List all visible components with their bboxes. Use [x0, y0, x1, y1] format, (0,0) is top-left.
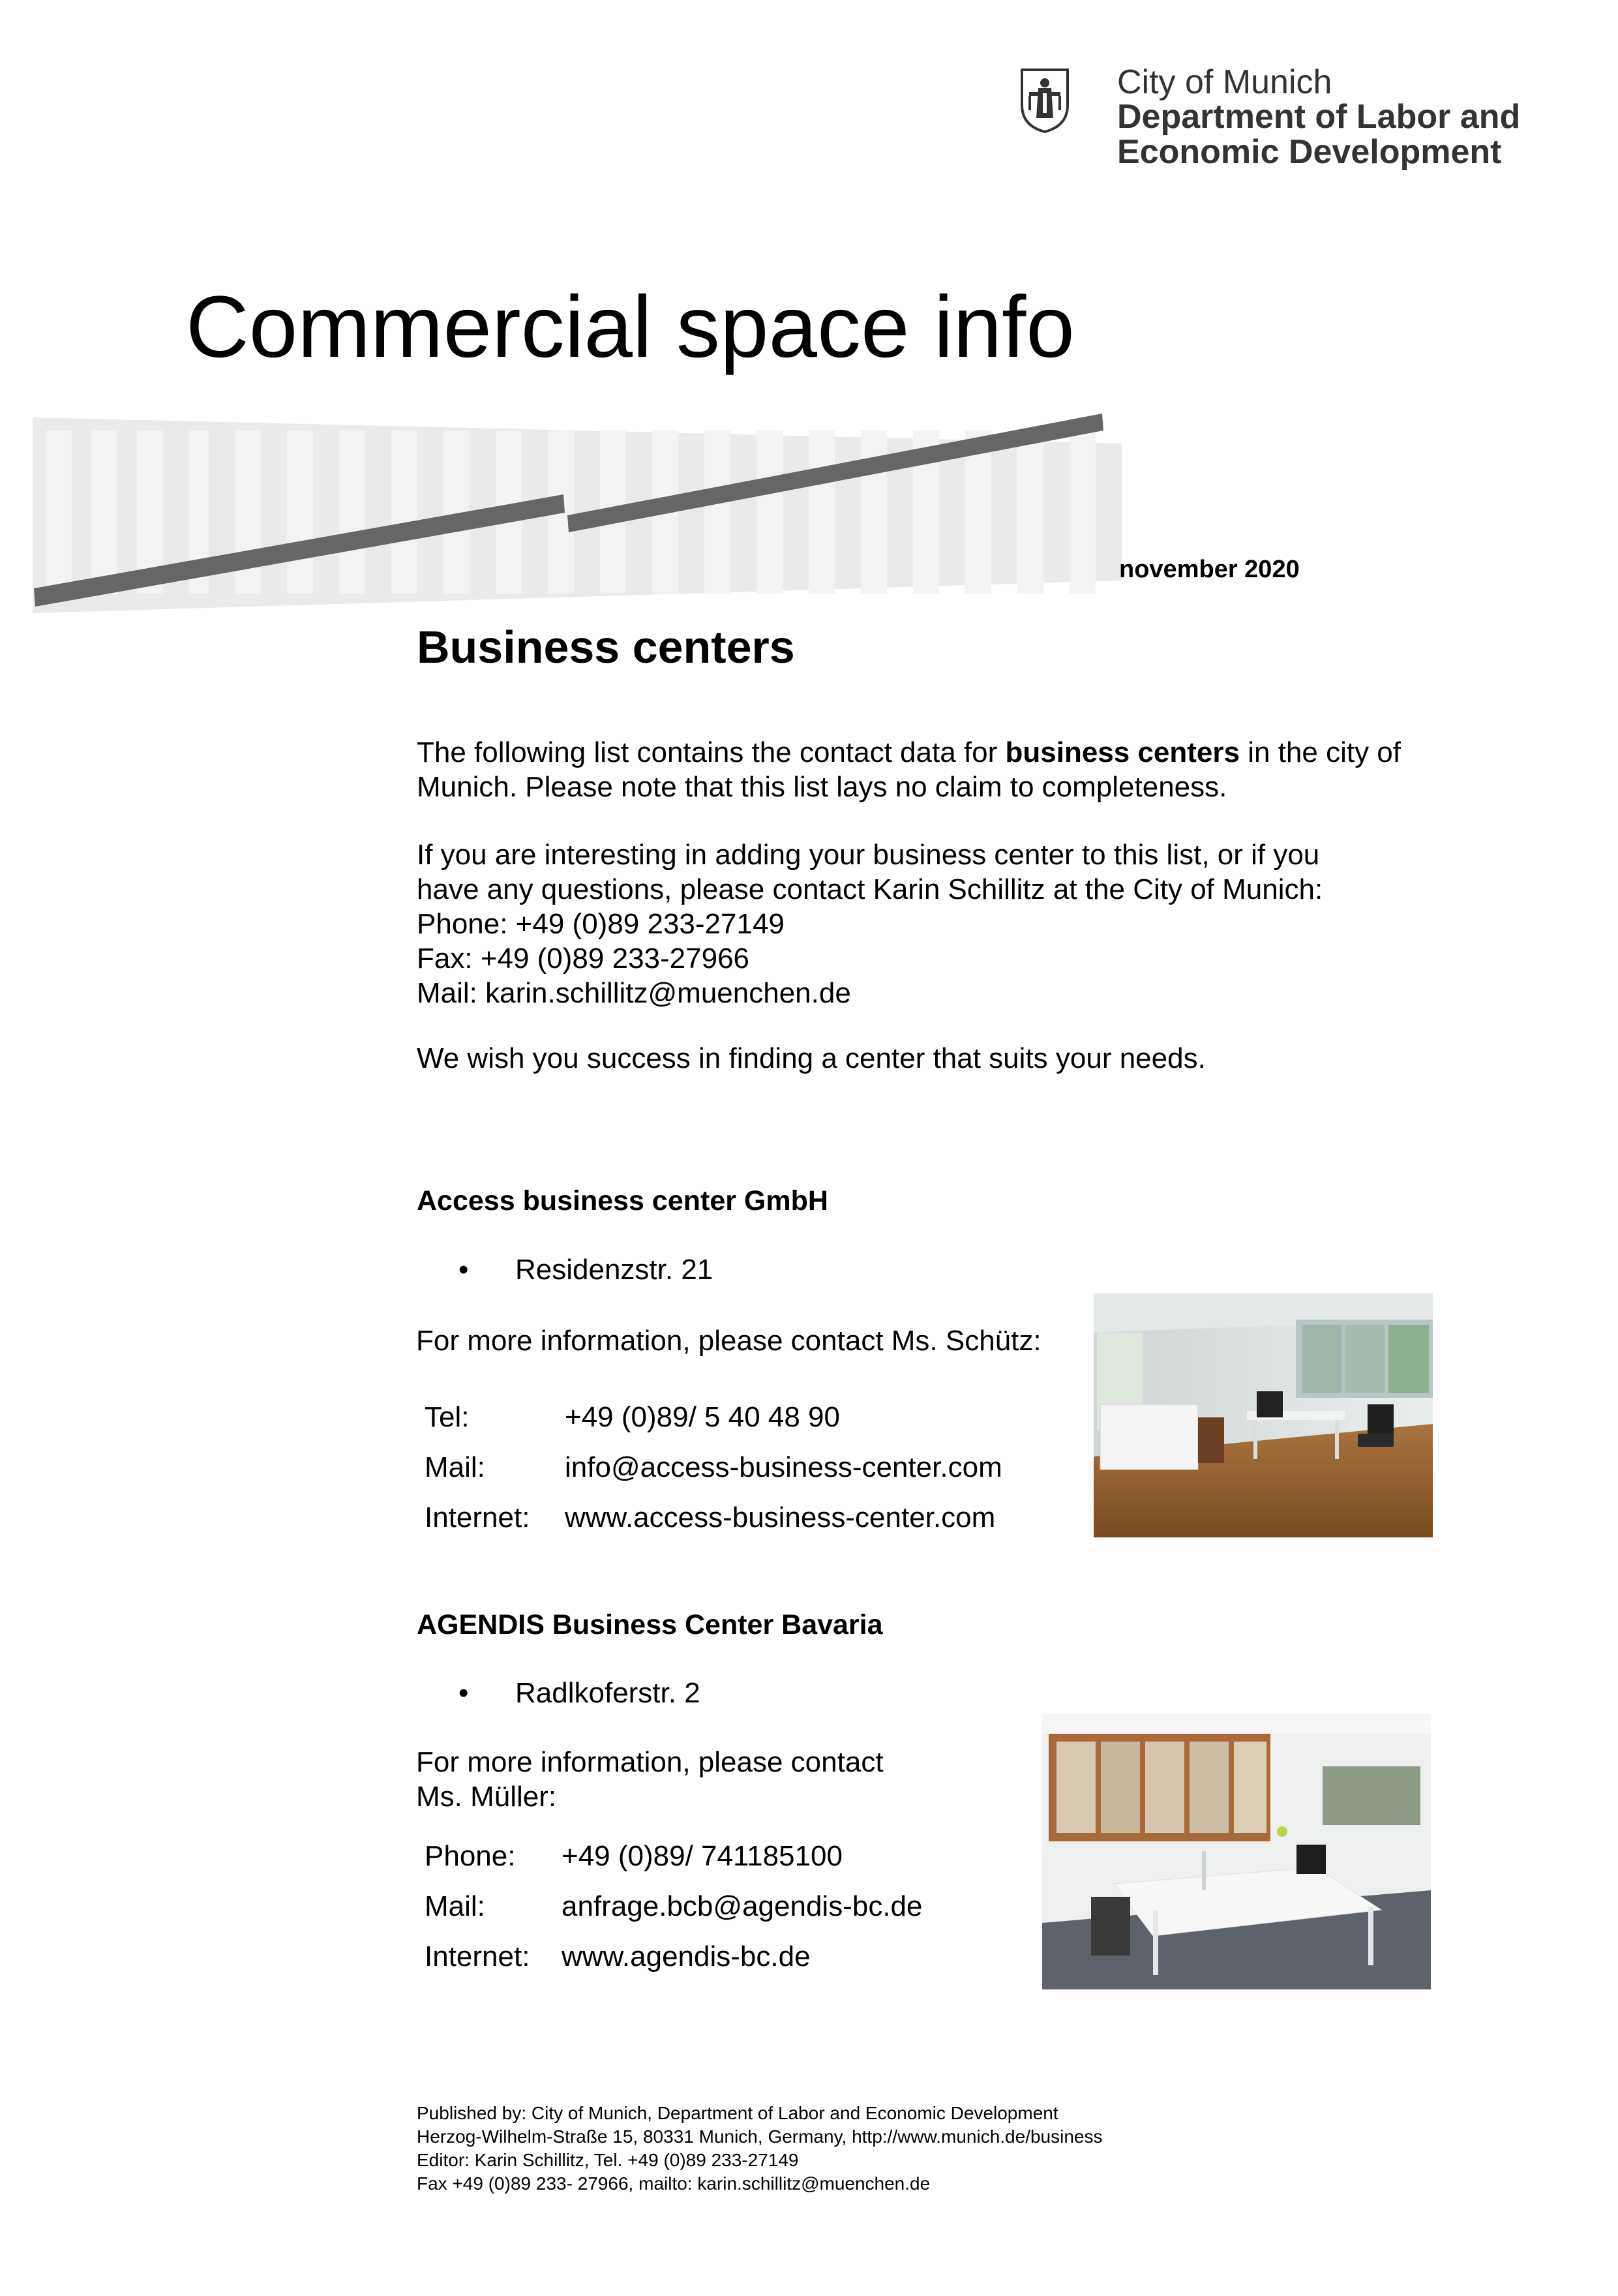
row-label: Internet:: [425, 1941, 530, 1972]
center-row-mail: [425, 1451, 1077, 1487]
center-row-phone: [425, 1840, 1077, 1876]
row-label: Phone:: [425, 1840, 516, 1872]
center-row-internet: [425, 1941, 1077, 1976]
contact-para-line1: If you are interesting in adding your business center to this list, or if you: [417, 839, 1320, 871]
footer-line3: Editor: Karin Schillitz, Tel. +49 (0)89 233-27149: [417, 2150, 799, 2170]
office-photo: [1094, 1293, 1433, 1537]
contact-fax: Fax: +49 (0)89 233-27966: [417, 943, 750, 974]
intro-paragraph: [417, 735, 1428, 804]
row-label: Internet:: [425, 1502, 530, 1533]
row-label: Mail:: [425, 1451, 485, 1483]
munich-crest-logo: [1019, 67, 1070, 134]
center-row-mail: [425, 1890, 1077, 1926]
center-name: Access business center GmbH: [417, 1185, 828, 1216]
footer-line2: Herzog-Wilhelm-Straße 15, 80331 Munich, Germany, http://www.munich.de/business: [417, 2126, 1103, 2147]
publication-date: november 2020: [1119, 556, 1300, 583]
row-value-email-link[interactable]: anfrage.bcb@agendis-bc.de: [562, 1890, 923, 1922]
footer-line4: Fax +49 (0)89 233- 27966, mailto: karin.schillitz@muenchen.de: [417, 2173, 931, 2194]
org-city: City of Munich: [1117, 63, 1332, 101]
publisher-footer: [417, 2102, 1102, 2196]
center-address: Radlkoferstr. 2: [515, 1677, 700, 1709]
org-dept-line1: Department of Labor and: [1117, 98, 1521, 136]
center-name: AGENDIS Business Center Bavaria: [417, 1609, 883, 1640]
contact-para-line2: have any questions, please contact Karin Schillitz at the City of Munich:: [417, 873, 1323, 905]
decorative-swoosh-graphic: [26, 404, 1128, 620]
bullet-icon: •: [458, 1677, 469, 1709]
contact-mail[interactable]: Mail: karin.schillitz@muenchen.de: [417, 977, 851, 1009]
center-row-tel: [425, 1401, 1077, 1437]
office-photo: [1042, 1714, 1431, 1989]
row-label: Tel:: [425, 1401, 470, 1433]
intro-text-bold: business centers: [1005, 736, 1240, 768]
closing-sentence: We wish you success in finding a center that suits your needs.: [417, 1042, 1206, 1074]
row-value: +49 (0)89/ 5 40 48 90: [565, 1401, 840, 1433]
row-value-website-link[interactable]: www.access-business-center.com: [565, 1502, 996, 1533]
row-value-email-link[interactable]: info@access-business-center.com: [565, 1451, 1002, 1483]
footer-line1: Published by: City of Munich, Department of Labor and Economic Development: [417, 2103, 1058, 2123]
intro-text-end: in the city of Munich. Please note that this list lays no claim to completeness.: [417, 736, 1401, 803]
center-row-internet: [425, 1502, 1077, 1537]
section-title: Business centers: [417, 622, 795, 672]
row-value: +49 (0)89/ 741185100: [562, 1840, 843, 1872]
document-title: Commercial space info: [186, 279, 1075, 376]
center-contact-line: For more information, please contact Ms. Schütz:: [416, 1325, 1041, 1357]
intro-text-start: The following list contains the contact data for: [417, 736, 1006, 768]
contact-phone: Phone: +49 (0)89 233-27149: [417, 908, 785, 940]
row-value-website-link[interactable]: www.agendis-bc.de: [562, 1941, 811, 1972]
center-contact-line: [416, 1745, 884, 1814]
org-dept-line2: Economic Development: [1117, 133, 1502, 172]
center-address: Residenzstr. 21: [515, 1254, 713, 1286]
row-label: Mail:: [425, 1890, 485, 1922]
contact-paragraph: [417, 838, 1434, 1010]
center-contact-line1: For more information, please contact: [416, 1746, 884, 1778]
bullet-icon: •: [458, 1254, 469, 1286]
center-contact-line2: Ms. Müller:: [416, 1781, 557, 1813]
org-department: [1117, 99, 1520, 170]
